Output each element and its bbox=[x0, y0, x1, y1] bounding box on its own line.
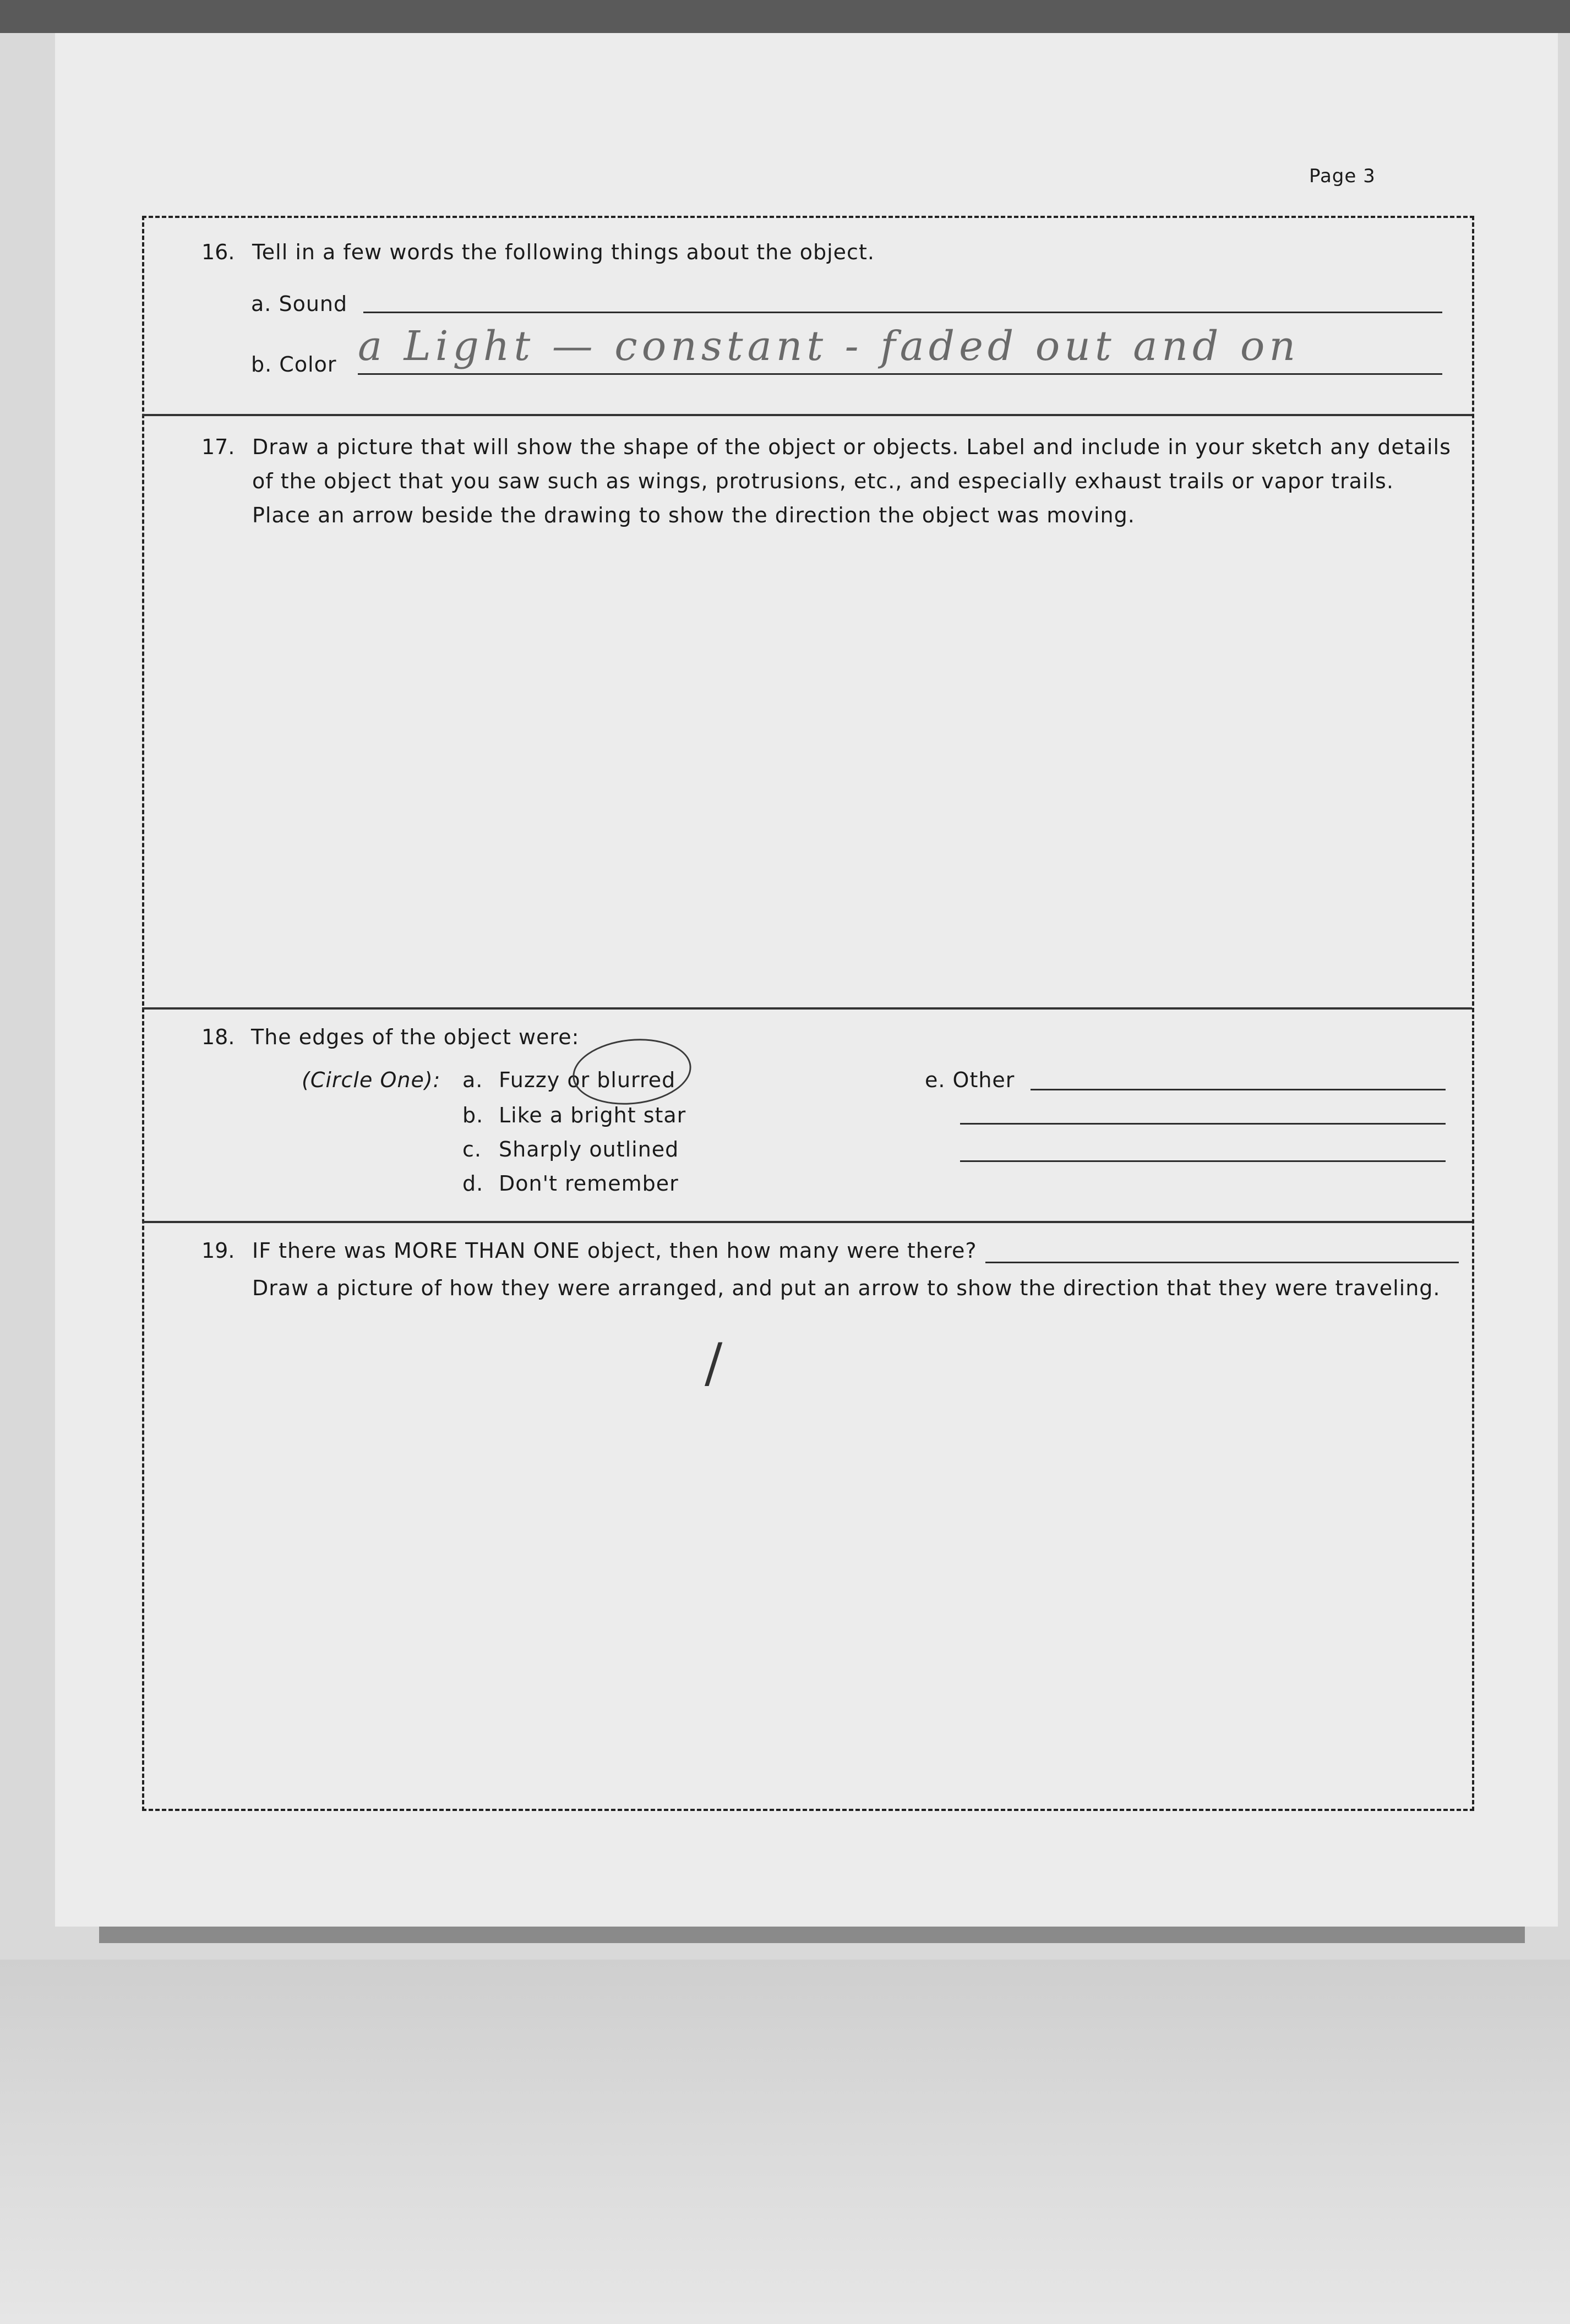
option-a-text[interactable]: Fuzzy or blurred bbox=[499, 1068, 676, 1092]
option-d-text[interactable]: Don't remember bbox=[499, 1171, 679, 1196]
option-b-letter: b. bbox=[462, 1103, 484, 1127]
question-text-line-1: IF there was MORE THAN ONE object, then how many were there? bbox=[252, 1239, 977, 1263]
option-a-letter: a. bbox=[462, 1068, 483, 1092]
sound-answer[interactable] bbox=[363, 281, 1442, 308]
color-answer-line bbox=[358, 373, 1442, 375]
sound-label: a. Sound bbox=[251, 292, 348, 316]
sound-answer-line bbox=[363, 312, 1442, 313]
question-text-line-2: Draw a picture of how they were arranged, and put an arrow to show the direction that they were traveling. bbox=[252, 1276, 1441, 1300]
divider-18-19 bbox=[142, 1221, 1472, 1223]
drawing-area-arrangement[interactable] bbox=[165, 1316, 1448, 1794]
page-number: Page 3 bbox=[1309, 165, 1376, 187]
option-b-text[interactable]: Like a bright star bbox=[499, 1103, 686, 1127]
other-answer-line-2[interactable] bbox=[960, 1123, 1446, 1125]
question-text-line-2: of the object that you saw such as wings, protrusions, etc., and especially exhaust trails or vapor trails. bbox=[252, 469, 1394, 493]
question-prompt: The edges of the object were: bbox=[251, 1025, 580, 1049]
question-text-line-1: Draw a picture that will show the shape of the object or objects. Label and include in your sketch any details bbox=[252, 435, 1451, 459]
color-answer-handwritten[interactable]: a Light — constant - faded out and on bbox=[358, 323, 1300, 370]
question-prompt: Tell in a few words the following things about the object. bbox=[252, 240, 875, 264]
count-answer-line[interactable] bbox=[985, 1262, 1459, 1263]
question-number: 18. bbox=[201, 1025, 235, 1049]
question-text-line-3: Place an arrow beside the drawing to show the direction the object was moving. bbox=[252, 503, 1135, 527]
drawing-area-shape[interactable] bbox=[165, 539, 1448, 991]
option-e-other-label: e. Other bbox=[925, 1068, 1015, 1092]
option-c-letter: c. bbox=[462, 1137, 482, 1161]
handwritten-mark: / bbox=[705, 1332, 727, 1394]
question-number: 17. bbox=[201, 435, 235, 459]
scan-background bbox=[0, 1960, 1570, 2324]
divider-16-17 bbox=[142, 414, 1472, 416]
other-answer-line-3[interactable] bbox=[960, 1160, 1446, 1162]
scan-top-edge bbox=[0, 0, 1570, 33]
option-d-letter: d. bbox=[462, 1171, 484, 1196]
other-answer-line-1[interactable] bbox=[1031, 1089, 1446, 1090]
question-number: 19. bbox=[201, 1239, 235, 1263]
circle-one-instruction: (Circle One): bbox=[302, 1068, 441, 1092]
color-label: b. Color bbox=[251, 352, 337, 377]
option-c-text[interactable]: Sharply outlined bbox=[499, 1137, 679, 1161]
question-number: 16. bbox=[201, 240, 235, 264]
divider-17-18 bbox=[142, 1007, 1472, 1010]
